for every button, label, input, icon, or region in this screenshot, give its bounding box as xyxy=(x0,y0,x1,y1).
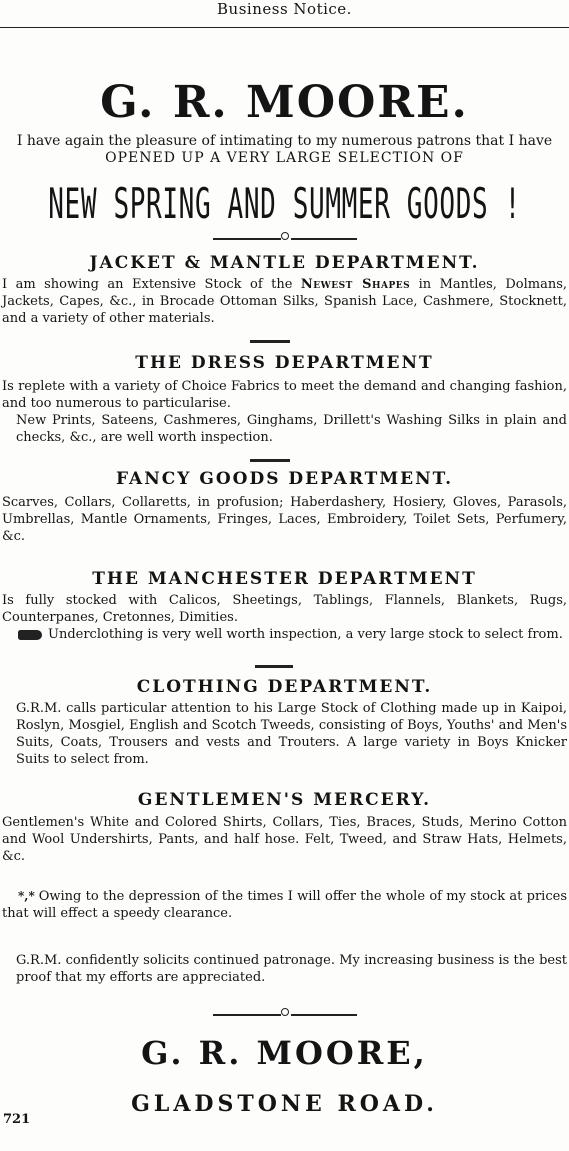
footer-address: GLADSTONE ROAD. xyxy=(131,1091,438,1117)
top-rule xyxy=(0,27,569,28)
running-title: Business Notice. xyxy=(217,0,352,18)
pointing-hand-icon xyxy=(18,630,42,640)
intro-text xyxy=(0,133,569,167)
dept-body-jacket-mantle xyxy=(0,276,569,327)
firm-name: G. R. MOORE. xyxy=(100,77,469,128)
dept-title-jacket-mantle: JACKET & MANTLE DEPARTMENT. xyxy=(89,253,480,273)
footer-firm-name: G. R. MOORE, xyxy=(141,1034,428,1072)
dept-body-dress-2: New Prints, Sateens, Cashmeres, Ginghams, Drillett's Washing Silks in plain and checks, &c., are well worth inspection. xyxy=(16,413,567,445)
divider-rule xyxy=(250,340,290,343)
divider-rule xyxy=(250,459,290,462)
intro-line-2: OPENED UP A VERY LARGE SELECTION OF xyxy=(105,150,464,166)
dept-body-manchester-1: Is fully stocked with Calicos, Sheetings, Tablings, Flannels, Blankets, Rugs, Counterpanes, Cretonnes, Dimities. xyxy=(2,593,567,625)
ornament-rule xyxy=(0,1008,569,1020)
dept-body-jacket-mantle-a: I am showing an Extensive Stock of the xyxy=(2,277,301,292)
depression-notice xyxy=(0,888,569,922)
asterism-icon: *,* xyxy=(18,889,35,903)
dept-body-fancy-goods: Scarves, Collars, Collaretts, in profusion; Haberdashery, Hosiery, Gloves, Parasols, Umbrellas, Mantle Ornaments, Fringes, Laces, Embroidery, Toilet Sets, Perfumery, &c. xyxy=(2,495,567,544)
dept-body-manchester xyxy=(0,592,569,643)
dept-title-manchester: THE MANCHESTER DEPARTMENT xyxy=(92,569,477,589)
page-number: 721 xyxy=(3,1112,31,1127)
dept-body-manchester-2: Underclothing is very well worth inspection, a very large stock to select from. xyxy=(48,627,563,642)
dept-body-dress-1: Is replete with a variety of Choice Fabrics to meet the demand and changing fashion, and too numerous to particularise. xyxy=(2,379,567,411)
dept-title-dress: THE DRESS DEPARTMENT xyxy=(135,353,434,373)
dept-body-mercery: Gentlemen's White and Colored Shirts, Collars, Ties, Braces, Studs, Merino Cotton and Wool Undershirts, Pants, and half hose. Felt, Tweed, and Straw Hats, Helmets, &c. xyxy=(2,815,567,864)
dept-title-clothing: CLOTHING DEPARTMENT. xyxy=(136,677,433,697)
dept-body-clothing xyxy=(0,700,569,768)
intro-line-1: I have again the pleasure of intimating to my numerous patrons that I have xyxy=(16,133,553,149)
divider-rule xyxy=(255,665,293,668)
dept-body-jacket-mantle-b: in Mantles, Dolmans, Jackets, Capes, &c., in Brocade Ottoman Silks, Spanish Lace, Cashmere, Stocknett, and a variety of other materials. xyxy=(2,277,567,326)
banner-headline: NEW SPRING AND SUMMER GOODS ! xyxy=(48,179,521,228)
ornament-rule xyxy=(0,232,569,244)
dept-title-fancy-goods: FANCY GOODS DEPARTMENT. xyxy=(115,469,454,489)
dept-title-mercery: GENTLEMEN'S MERCERY. xyxy=(137,790,432,810)
dept-body-clothing-1: G.R.M. calls particular attention to his Large Stock of Clothing made up in Kaipoi, Roslyn, Mosgiel, English and Scotch Tweeds, consisting of Boys, Youths' and Men's Suits, Coats, Trousers and vests and Trouters. A large variety in Boys Knicker Suits to select from. xyxy=(16,701,567,767)
patronage-text: G.R.M. confidently solicits continued patronage. My increasing business is the best proof that my efforts are appreciated. xyxy=(16,953,567,985)
dept-body-jacket-mantle-sc: Newest Shapes xyxy=(300,277,411,292)
dept-body-dress xyxy=(0,378,569,446)
depression-text: Owing to the depression of the times I will offer the whole of my stock at prices that will effect a speedy clearance. xyxy=(2,889,567,921)
patronage-notice xyxy=(0,952,569,986)
